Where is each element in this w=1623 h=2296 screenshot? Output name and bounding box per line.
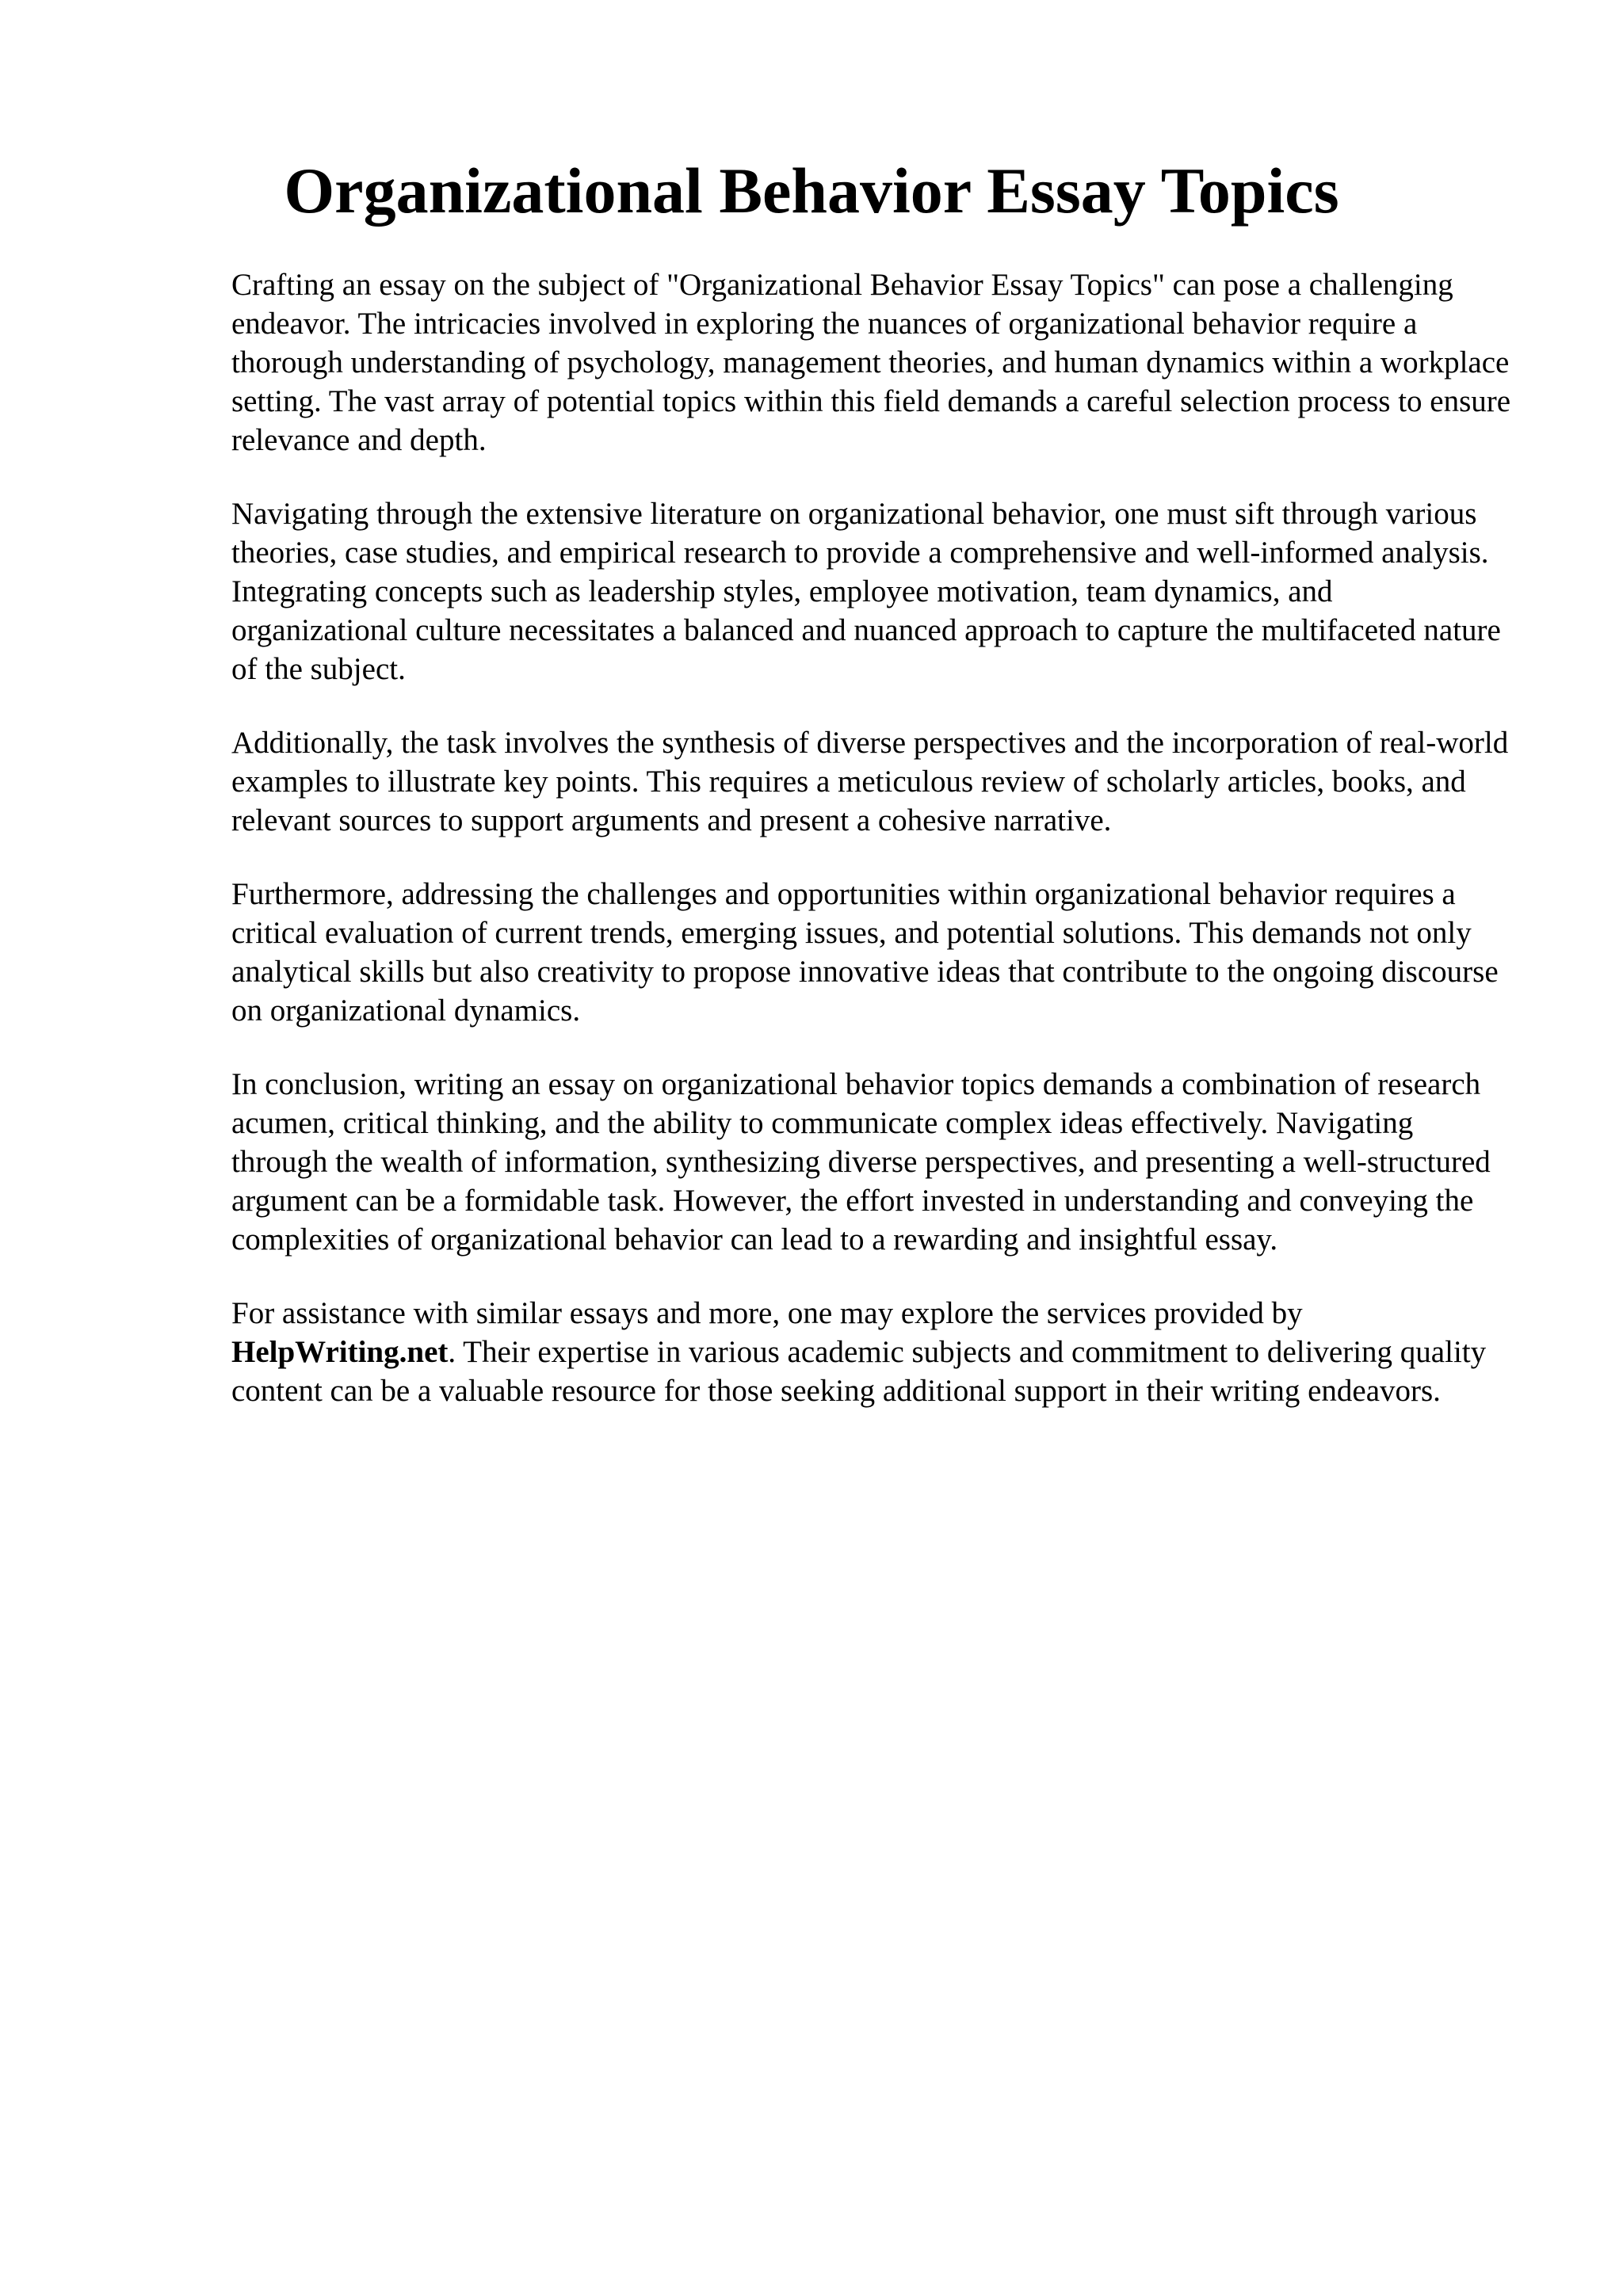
page-title: Organizational Behavior Essay Topics [284,154,1339,227]
closing-rest: . Their expertise in various academic subjects and commitment to delivering quality content can be a valuable resource for those seeking additional support in their writing endeavors. [231,1335,1487,1408]
paragraph-3: Additionally, the task involves the synthesis of diverse perspectives and the incorporation of real-world examples to illustrate key points. This requires a meticulous review of scholarly articles, books, and relevant sources to support arguments and present a cohesive narrative. [231,726,1509,837]
brand-name: HelpWriting.net [231,1335,449,1369]
closing-intro: For assistance with similar essays and more, one may explore the services provided by [231,1296,1303,1330]
closing-paragraph [231,1294,1515,1410]
paragraph-2: Navigating through the extensive literature on organizational behavior, one must sift through various theories, case studies, and empirical research to provide a comprehensive and well-informed analysis. Integrating concepts such as leadership styles, employee motivation, team dynamics, and organizational culture necessitates a balanced and nuanced approach to capture the multifaceted nature of the subject. [231,497,1501,686]
paragraph-4: Furthermore, addressing the challenges and opportunities within organizational behavior requires a critical evaluation of current trends, emerging issues, and potential solutions. This demands not only analytical skills but also creativity to propose innovative ideas that contribute to the ongoing discourse on organizational dynamics. [231,877,1499,1028]
paragraph-1: Crafting an essay on the subject of "Organizational Behavior Essay Topics" can pose a challenging endeavor. The intricacies involved in exploring the nuances of organizational behavior require a thorough understanding of psychology, management theories, and human dynamics within a workplace setting. The vast array of potential topics within this field demands a careful selection process to ensure relevance and depth. [231,268,1511,457]
essay-body [231,265,1515,1445]
paragraph-5: In conclusion, writing an essay on organizational behavior topics demands a combination of research acumen, critical thinking, and the ability to communicate complex ideas effectively. Navigating through the wealth of information, synthesizing diverse perspectives, and presenting a well-structured argument can be a formidable task. However, the effort invested in understanding and conveying the complexities of organizational behavior can lead to a rewarding and insightful essay. [231,1067,1491,1257]
